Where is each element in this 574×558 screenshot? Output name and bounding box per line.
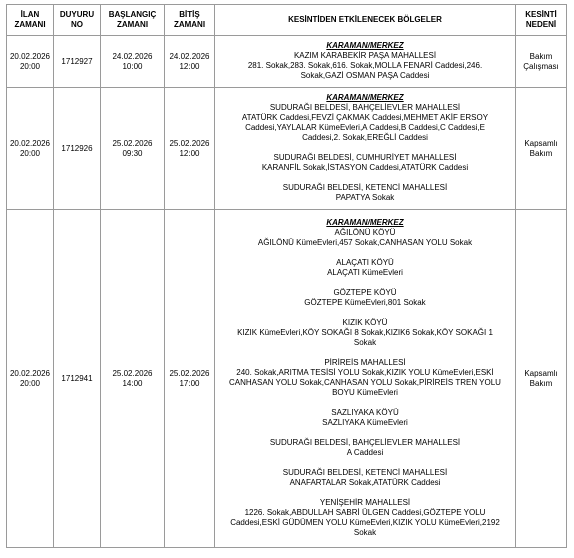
region-title: KARAMAN/MERKEZ: [326, 92, 404, 102]
header-ilan: İLAN ZAMANI: [7, 5, 54, 36]
header-duyuru: DUYURU NO: [54, 5, 101, 36]
street-list: PAPATYA Sokak: [335, 192, 395, 202]
street-list: A Caddesi: [346, 447, 384, 457]
street-list: Sokak,GAZİ OSMAN PAŞA Caddesi: [300, 70, 430, 80]
ilan-time: 20:00: [19, 61, 41, 71]
street-list: ANAFARTALAR Sokak,ATATÜRK Caddesi: [289, 477, 441, 487]
area-block: [219, 103, 511, 143]
street-list: 281. Sokak,283. Sokak,616. Sokak,MOLLA FENARİ Caddesi,246.: [247, 60, 483, 70]
street-list: 240. Sokak,ARITMA TESİSİ YOLU Sokak,KIZIK YOLU KümeEvleri,ESKİ: [236, 367, 494, 377]
cell-bitis: [165, 36, 215, 88]
area-name: SUDURAĞI BELDESİ, KETENCİ MAHALLESİ: [282, 182, 448, 192]
area-block: [219, 153, 511, 173]
neden-line: Çalışması: [523, 61, 559, 71]
cell-ilan: [7, 36, 54, 88]
area-name: SUDURAĞI BELDESİ, CUMHURİYET MAHALLESİ: [273, 152, 457, 162]
street-list: AĞILÖNÜ KümeEvleri,457 Sokak,CANHASAN YOLU Sokak: [257, 237, 473, 247]
table-body: [7, 36, 567, 548]
street-list: BOYU KümeEvleri: [332, 387, 398, 397]
bitis-date: 25.02.2026: [169, 138, 210, 148]
ilan-date: 20.02.2026: [9, 368, 51, 378]
street-list: KARANFİL Sokak,İSTASYON Caddesi,ATATÜRK Caddesi: [261, 162, 469, 172]
area-name: YENİŞEHİR MAHALLESİ: [319, 497, 411, 507]
header-bitis: BİTİŞ ZAMANI: [165, 5, 215, 36]
area-name: SAZLIYAKA KÖYÜ: [331, 407, 399, 417]
street-list: Caddesi,YAYLALAR KümeEvleri,A Caddesi,B Caddesi,C Caddesi,E: [245, 122, 485, 132]
street-list: CANHASAN YOLU Sokak,CANHASAN YOLU Sokak,PİRİREİS TREN YOLU: [229, 377, 501, 387]
region-title: KARAMAN/MERKEZ: [326, 40, 404, 50]
cell-baslangic: [101, 88, 165, 210]
neden-line: Bakım: [529, 51, 553, 61]
table-header-row: [7, 5, 567, 36]
region-title: KARAMAN/MERKEZ: [326, 217, 404, 227]
area-name: SUDURAĞI BELDESİ, KETENCİ MAHALLESİ: [282, 467, 448, 477]
street-list: GÖZTEPE KümeEvleri,801 Sokak: [304, 297, 426, 307]
street-list: 1226. Sokak,ABDULLAH SABRİ ÜLGEN Caddesi,GÖZTEPE YOLU: [244, 507, 486, 517]
block-gap: [219, 143, 511, 153]
ilan-time: 20:00: [19, 148, 41, 158]
block-gap: [219, 458, 511, 468]
cell-ilan: [7, 210, 54, 548]
block-gap: [219, 278, 511, 288]
cell-baslangic: [101, 36, 165, 88]
street-list: Caddesi,ESKİ GÜDÜMEN YOLU KümeEvleri,KIZIK YOLU KümeEvleri,2192: [230, 517, 500, 527]
baslangic-time: 10:00: [122, 61, 143, 71]
ilan-date: 20.02.2026: [9, 51, 51, 61]
area-block: [219, 258, 511, 278]
cell-duyuru: 1712941: [54, 210, 101, 548]
area-name: KAZIM KARABEKİR PAŞA MAHALLESİ: [293, 50, 437, 60]
bitis-date: 25.02.2026: [169, 368, 210, 378]
cell-baslangic: [101, 210, 165, 548]
block-gap: [219, 348, 511, 358]
cell-neden: [516, 36, 567, 88]
cell-neden: [516, 88, 567, 210]
area-block: [219, 288, 511, 308]
header-baslangic: BAŞLANGIÇ ZAMANI: [101, 5, 165, 36]
outage-table-container: [6, 4, 566, 548]
bitis-date: 24.02.2026: [169, 51, 210, 61]
baslangic-time: 14:00: [122, 378, 143, 388]
neden-line: Bakım: [529, 378, 553, 388]
cell-bitis: [165, 88, 215, 210]
area-block: [219, 358, 511, 398]
area-name: GÖZTEPE KÖYÜ: [333, 287, 397, 297]
street-list: KIZIK KümeEvleri,KÖY SOKAĞI 8 Sokak,KIZIK6 Sokak,KÖY SOKAĞI 1: [237, 327, 493, 337]
block-gap: [219, 248, 511, 258]
area-name: AĞILÖNÜ KÖYÜ: [334, 227, 396, 237]
street-list: ALAÇATI KümeEvleri: [327, 267, 403, 277]
block-gap: [219, 428, 511, 438]
area-block: [219, 408, 511, 428]
cell-bolgeler: [215, 210, 516, 548]
area-block: [219, 183, 511, 203]
block-gap: [219, 308, 511, 318]
bitis-time: 17:00: [179, 378, 200, 388]
header-neden: KESİNTİ NEDENİ: [516, 5, 567, 36]
ilan-date: 20.02.2026: [9, 138, 51, 148]
cell-bitis: [165, 210, 215, 548]
cell-ilan: [7, 88, 54, 210]
baslangic-date: 24.02.2026: [112, 51, 153, 61]
block-gap: [219, 488, 511, 498]
area-block: [219, 228, 511, 248]
cell-neden: [516, 210, 567, 548]
area-name: SUDURAĞI BELDESİ, BAHÇELİEVLER MAHALLESİ: [269, 437, 461, 447]
area-block: [219, 438, 511, 458]
baslangic-time: 09:30: [122, 148, 143, 158]
baslangic-date: 25.02.2026: [112, 138, 153, 148]
cell-bolgeler: [215, 88, 516, 210]
area-name: PİRİREİS MAHALLESİ: [324, 357, 406, 367]
baslangic-date: 25.02.2026: [112, 368, 153, 378]
cell-duyuru: 1712927: [54, 36, 101, 88]
area-name: KIZIK KÖYÜ: [342, 317, 388, 327]
cell-duyuru: 1712926: [54, 88, 101, 210]
neden-line: Bakım: [529, 148, 553, 158]
neden-line: Kapsamlı: [524, 138, 558, 148]
street-list: SAZLIYAKA KümeEvleri: [322, 417, 408, 427]
neden-line: Kapsamlı: [524, 368, 558, 378]
table-row: [7, 210, 567, 548]
bitis-time: 12:00: [179, 61, 200, 71]
header-bolgeler: KESİNTİDEN ETKİLENECEK BÖLGELER: [215, 5, 516, 36]
street-list: Caddesi,2. Sokak,EREĞLİ Caddesi: [302, 132, 428, 142]
bitis-time: 12:00: [179, 148, 200, 158]
outage-table: [6, 4, 567, 548]
ilan-time: 20:00: [19, 378, 41, 388]
area-block: [219, 468, 511, 488]
area-block: [219, 318, 511, 348]
street-list: Sokak: [353, 527, 377, 537]
cell-bolgeler: [215, 36, 516, 88]
area-block: [219, 51, 511, 81]
area-name: ALAÇATI KÖYÜ: [336, 257, 394, 267]
street-list: Sokak: [353, 337, 377, 347]
area-name: SUDURAĞI BELDESİ, BAHÇELİEVLER MAHALLESİ: [269, 102, 461, 112]
block-gap: [219, 398, 511, 408]
street-list: ATATÜRK Caddesi,FEVZİ ÇAKMAK Caddesi,MEHMET AKİF ERSOY: [241, 112, 489, 122]
table-row: [7, 36, 567, 88]
area-block: [219, 498, 511, 538]
block-gap: [219, 173, 511, 183]
table-row: [7, 88, 567, 210]
